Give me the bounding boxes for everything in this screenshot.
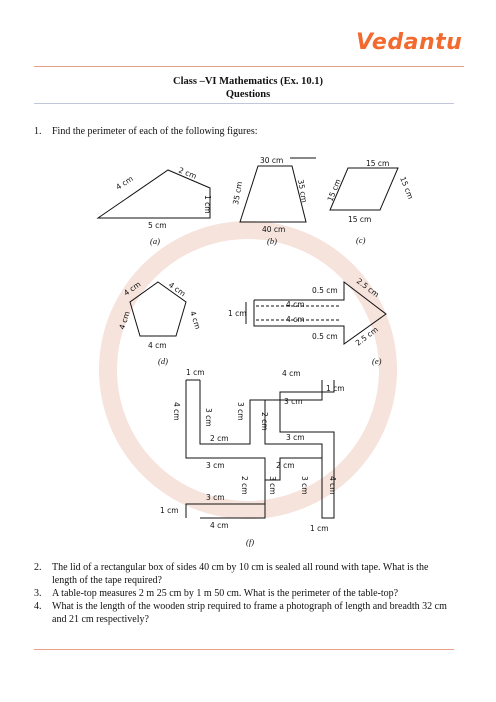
figure-a-label: 5 cm (148, 221, 167, 230)
figure-f-label: 1 cm (326, 384, 345, 393)
figure-a-caption: (a) (150, 236, 160, 246)
figure-f-label: 1 cm (310, 524, 329, 533)
page-subtitle: Questions (225, 89, 271, 100)
figure-d-label: 4 cm (117, 310, 132, 331)
figure-d-label: 4 cm (121, 279, 143, 298)
figure-f-label: 3 cm (206, 493, 225, 502)
question-number: 3. (34, 588, 42, 599)
figure-c-label: 15 cm (366, 159, 390, 168)
figure-c (330, 168, 398, 210)
figure-c-label: 15 cm (348, 215, 372, 224)
figure-e-label: 0.5 cm (312, 286, 338, 295)
figure-b-label: 35 cm (231, 180, 245, 206)
figure-f-label: 3 cm (236, 402, 245, 421)
question-text: Find the perimeter of each of the following figures: (52, 126, 258, 137)
figure-b-shape (240, 166, 306, 222)
watermark (108, 230, 388, 510)
figure-e-label: 4 cm (286, 300, 305, 309)
figure-b-caption: (b) (267, 236, 277, 246)
page-title: Class –VI Mathematics (Ex. 10.1) (173, 76, 323, 87)
footer-rule (34, 649, 454, 650)
figure-e-label: 4 cm (286, 315, 305, 324)
figure-c-label: 15 cm (398, 175, 416, 201)
figure-c-caption: (c) (356, 235, 366, 245)
question-number: 4. (34, 601, 42, 612)
figure-d-label: 4 cm (166, 280, 188, 299)
question-number: 2. (34, 562, 42, 573)
question-text: What is the length of the wooden strip required to frame a photograph of length and breadth 32 cm and 21 cm respectively? (52, 601, 447, 625)
figure-a-label: 4 cm (114, 174, 135, 192)
figure-f-label: 3 cm (300, 476, 309, 495)
figure-f-label: 4 cm (282, 369, 301, 378)
figure-c-label: 15 cm (325, 177, 343, 203)
figure-a-label: 2 cm (177, 165, 198, 181)
figure-e-label: 2.5 cm (353, 324, 380, 348)
figure-f-label: 2 cm (276, 461, 295, 470)
question-text: A table-top measures 2 m 25 cm by 1 m 50 cm. What is the perimeter of the table-top? (52, 588, 399, 599)
figure-f-caption: (f) (246, 537, 255, 547)
figure-c-shape (330, 168, 398, 210)
figure-e-label: 1 cm (228, 309, 247, 318)
figure-d-label: 4 cm (188, 309, 203, 331)
figure-f-label: 2 cm (210, 434, 229, 443)
figure-f-label: 1 cm (160, 506, 179, 515)
figure-e-caption: (e) (372, 356, 382, 366)
figure-e-label: 0.5 cm (312, 332, 338, 341)
figure-f-label: 2 cm (240, 476, 249, 495)
figure-a-label: 1 cm (203, 195, 212, 214)
figure-b-label: 35 cm (296, 178, 309, 204)
question-4 (34, 600, 454, 626)
figure-f-label: 3 cm (268, 476, 277, 495)
question-3 (34, 587, 454, 600)
figure-d-label: 4 cm (148, 341, 167, 350)
question-number: 1. (34, 126, 42, 137)
figure-f-label: 4 cm (328, 476, 337, 495)
figure-d-caption: (d) (158, 356, 168, 366)
question-text: The lid of a rectangular box of sides 40 cm by 10 cm is sealed all round with tape. What is the length of the tape required? (52, 562, 429, 586)
figure-f-label: 4 cm (172, 402, 181, 421)
figure-b-label: 30 cm (260, 156, 284, 165)
figure-f-label: 3 cm (206, 461, 225, 470)
question-2 (34, 561, 454, 587)
figure-f-label: 4 cm (210, 521, 229, 530)
figure-f-label: 3 cm (204, 408, 213, 427)
figure-f-label: 2 cm (260, 412, 269, 431)
vedantu-logo: Vedantu (356, 30, 463, 55)
figure-f-label: 3 cm (286, 433, 305, 442)
figure-f-label: 1 cm (186, 368, 205, 377)
figure-e-label: 2.5 cm (354, 276, 381, 300)
figure-f-label: 3 cm (284, 397, 303, 406)
figure-b-label: 40 cm (262, 225, 286, 234)
